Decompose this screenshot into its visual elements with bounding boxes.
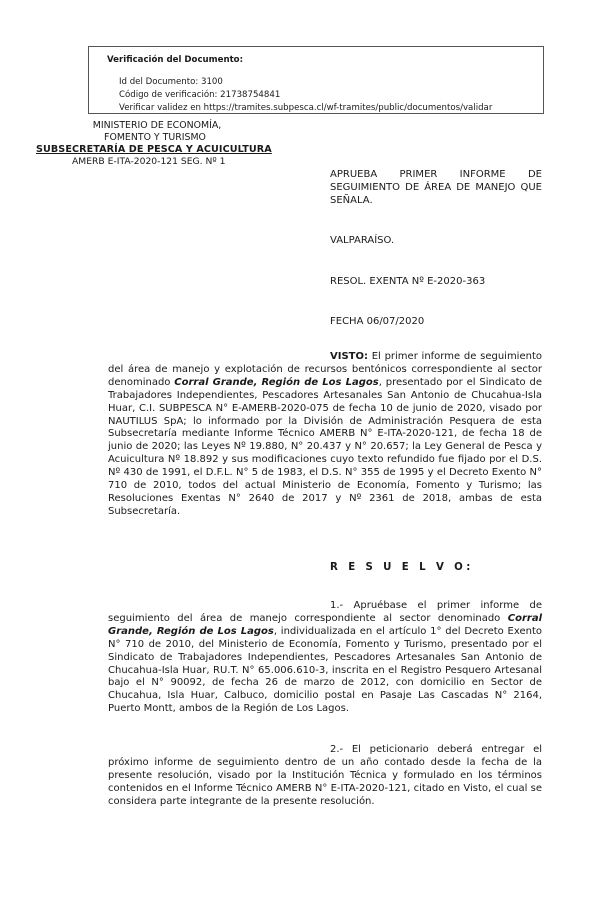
verification-link[interactable]: Verificar validez en https://tramites.subpesca.cl/wf-tramites/public/documentos/validar: [119, 102, 533, 115]
verification-title: Verificación del Documento:: [107, 55, 244, 65]
visto-text-2: , presentado por el Sindicato de Trabajadores Independientes, Pescadores Artesanales San Antonio de Chucahua-Isla Huar, C.I. SUBPESCA N° E-AMERB-2020-075 de fecha 10 de junio de 2020, visado por NAUTILUS SpA; lo informado por la División de Administración Pesquera de esta Subsecretaría mediante Informe Técnico AMERB N° E-ITA-2020-121, de fecha 18 de junio de 2020; las Leyes Nº 19.880, N° 20.437 y N° 20.657; la Ley General de Pesca y Acuicultura Nº 18.892 y sus modificaciones cuyo texto refundido fue fijado por el D.S. Nº 430 de 1991, el D.F.L. N° 5 de 1983, el D.S. N° 355 de 1995 y el Decreto Exento N° 710 de 2010, todos del actual Ministerio de Economía, Fomento y Turismo; las Resoluciones Exentas N° 2640 de 2017 y Nº 2361 de 2018, ambas de esta Subsecretaría.: [108, 376, 542, 517]
point-2-paragraph: [108, 744, 542, 809]
ministry-line-2: FOMENTO Y TURISMO: [104, 132, 206, 143]
point-1-sector: Corral Grande, Región de Los Lagos: [108, 612, 542, 637]
verification-box: [88, 46, 544, 114]
visto-label: VISTO:: [330, 351, 368, 362]
place: VALPARAÍSO.: [330, 235, 395, 246]
document-id: Id del Documento: 3100: [119, 76, 533, 89]
verification-list: [107, 76, 533, 115]
verification-code: Código de verificación: 21738754841: [119, 89, 533, 102]
reference-code: AMERB E-ITA-2020-121 SEG. Nº 1: [72, 156, 226, 167]
point-1-paragraph: [108, 600, 542, 716]
point-1-text-1: 1.- Apruébase el primer informe de seguimiento del área de manejo correspondiente al sector denominado: [108, 600, 542, 624]
visto-paragraph: [108, 351, 542, 519]
point-2-text: 2.- El peticionario deberá entregar el próximo informe de seguimiento dentro de un año contado desde la fecha de la presente resolución, visado por la Institución Técnica y formulado en los términos contenidos en el Informe Técnico AMERB N° E-ITA-2020-121, citado en Visto, el cual se considera parte integrante de la presente resolución.: [108, 744, 542, 807]
visto-text-1: El primer informe de seguimiento del área de manejo y explotación de recursos bentónicos correspondiente al sector denominado: [108, 351, 542, 388]
resolution-summary: APRUEBA PRIMER INFORME DE SEGUIMIENTO DE ÁREA DE MANEJO QUE SEÑALA.: [330, 169, 542, 206]
ministry-line-1: MINISTERIO DE ECONOMÍA,: [92, 120, 222, 131]
resolution-number: RESOL. EXENTA Nº E-2020-363: [330, 276, 486, 287]
visto-sector: Corral Grande, Región de Los Lagos: [174, 376, 379, 388]
point-1-text-2: , individualizada en el artículo 1° del Decreto Exento N° 710 de 2010, del Ministerio de Economía, Fomento y Turismo, presentado por el Sindicato de Trabajadores Independientes, Pescadores Artesanales San Antonio de Chucahua-Isla Huar, RU.T. N° 65.006.610-3, inscrita en el Registro Pesquero Artesanal bajo el N° 90092, de fecha 26 de marzo de 2012, con domicilio en Sector de Chucahua, Isla Huar, Calbuco, domicilio postal en Pasaje Las Cascadas N° 2164, Puerto Montt, ambos de la Región de Los Lagos.: [108, 625, 542, 715]
resolution-date: FECHA 06/07/2020: [330, 316, 425, 327]
resuelvo-heading: R E S U E L V O:: [330, 562, 474, 573]
subsecretaria-title: SUBSECRETARÍA DE PESCA Y ACUICULTURA: [36, 144, 272, 155]
